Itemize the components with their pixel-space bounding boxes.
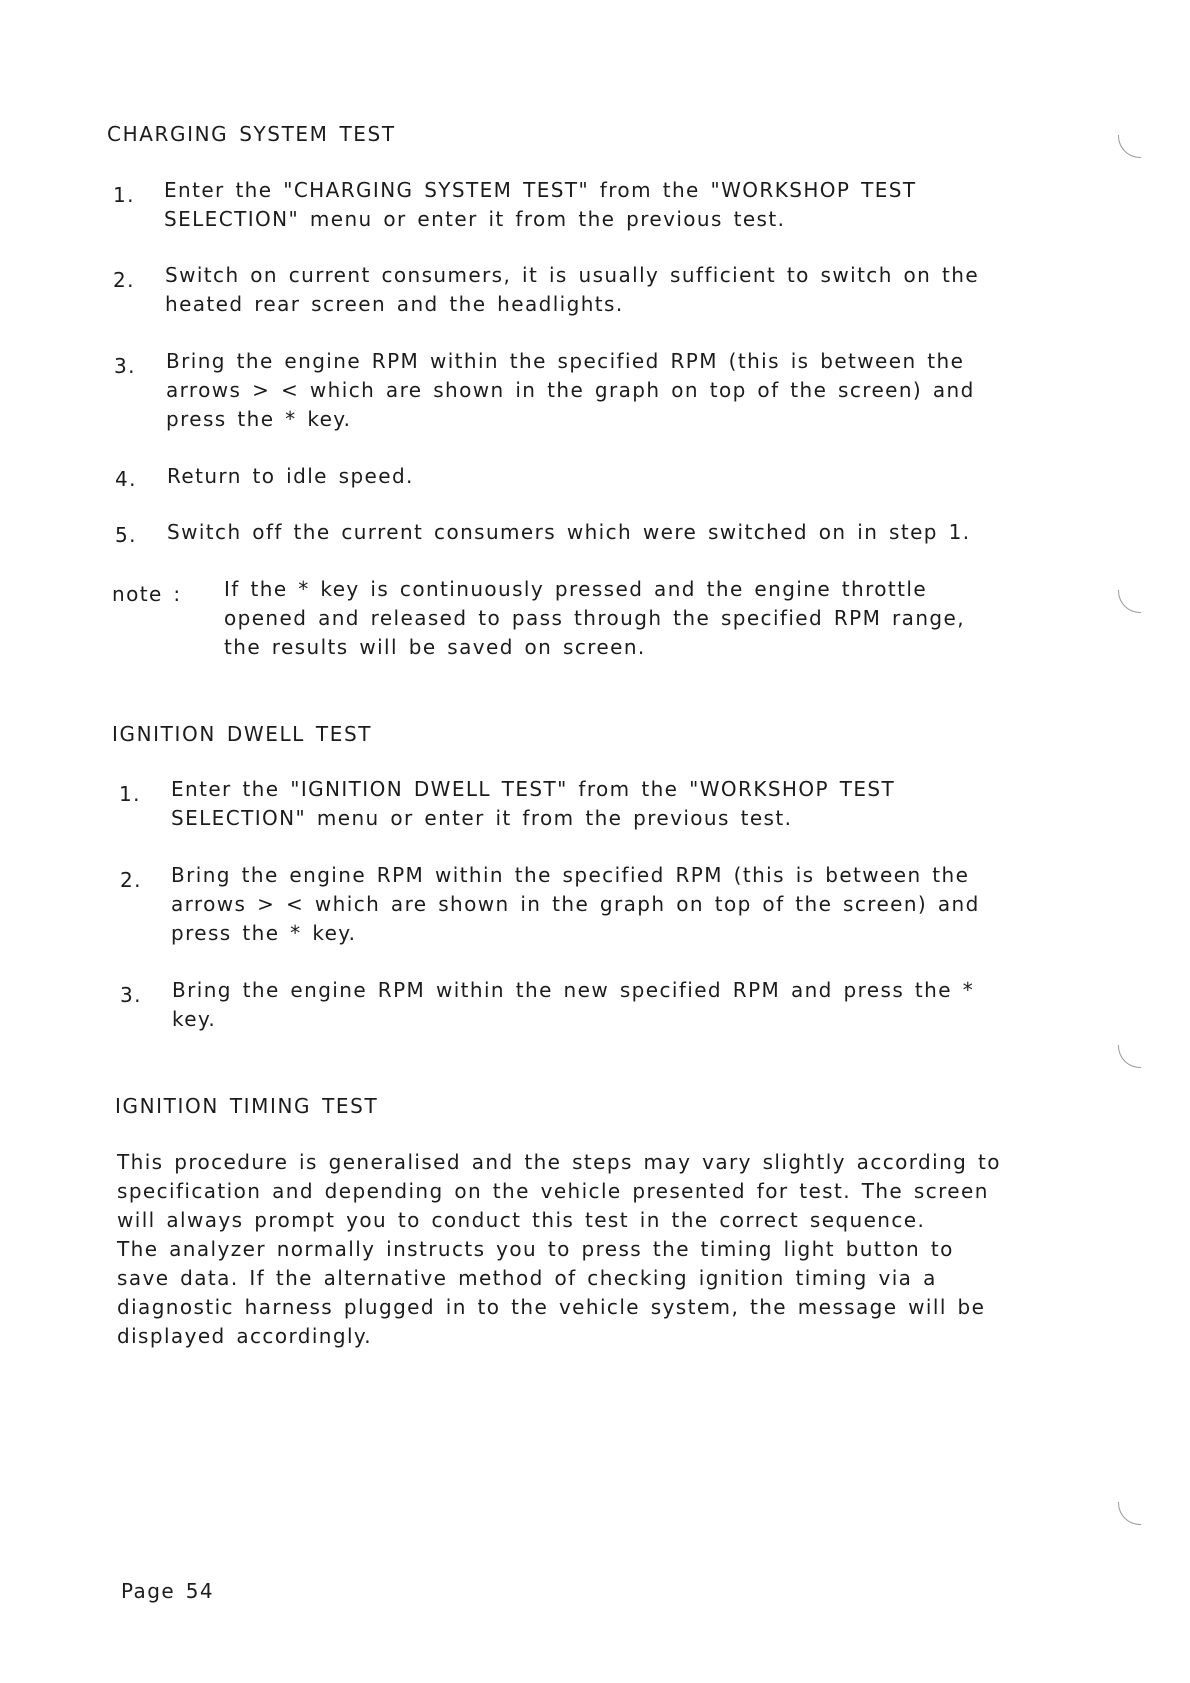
ignition-timing-paragraph <box>117 1148 1037 1351</box>
dwell-step-1-number: 1. <box>119 782 141 806</box>
charging-step-5-text <box>167 518 1017 547</box>
charging-step-4-text <box>167 462 1017 491</box>
charging-step-5-line-1: Switch off the current consumers which were switched on in step 1. <box>167 520 971 544</box>
charging-step-2-line-1: Switch on current consumers, it is usually sufficient to switch on the <box>165 263 980 287</box>
charging-system-test-heading: CHARGING SYSTEM TEST <box>107 122 396 146</box>
timing-line-3: will always prompt you to conduct this test in the correct sequence. <box>117 1208 926 1232</box>
dwell-step-2-line-1: Bring the engine RPM within the specified RPM (this is between the <box>171 863 970 887</box>
charging-step-3-line-1: Bring the engine RPM within the specified RPM (this is between the <box>166 349 965 373</box>
binder-hole-mark <box>1118 1502 1141 1525</box>
charging-step-2-text <box>165 261 1015 319</box>
timing-line-1: This procedure is generalised and the steps may vary slightly according to <box>117 1150 1001 1174</box>
charging-step-3-line-2: arrows > < which are shown in the graph on top of the screen) and <box>166 378 975 402</box>
charging-note-text <box>224 575 1074 662</box>
page-number: Page 54 <box>121 1579 215 1603</box>
dwell-step-3-number: 3. <box>120 983 142 1007</box>
binder-hole-mark <box>1118 590 1141 613</box>
dwell-step-2-line-2: arrows > < which are shown in the graph on top of the screen) and <box>171 892 980 916</box>
dwell-step-2-text <box>171 861 1021 948</box>
dwell-step-3-text <box>172 976 1022 1034</box>
timing-line-7: displayed accordingly. <box>117 1324 373 1348</box>
ignition-dwell-test-heading: IGNITION DWELL TEST <box>112 722 373 746</box>
charging-note-label: note : <box>112 582 182 606</box>
timing-line-6: diagnostic harness plugged in to the vehicle system, the message will be <box>117 1295 986 1319</box>
binder-hole-mark <box>1118 135 1141 158</box>
charging-step-1-line-2: SELECTION" menu or enter it from the previous test. <box>164 207 786 231</box>
charging-step-2-number: 2. <box>113 268 135 292</box>
charging-step-1-line-1: Enter the "CHARGING SYSTEM TEST" from the "WORKSHOP TEST <box>164 178 917 202</box>
dwell-step-1-line-2: SELECTION" menu or enter it from the previous test. <box>171 806 793 830</box>
dwell-step-2-number: 2. <box>120 868 142 892</box>
charging-note-line-3: the results will be saved on screen. <box>224 635 646 659</box>
binder-hole-mark <box>1118 1045 1141 1068</box>
charging-note-line-1: If the * key is continuously pressed and the engine throttle <box>224 577 928 601</box>
dwell-step-3-line-2: key. <box>172 1007 217 1031</box>
dwell-step-1-text <box>171 775 1021 833</box>
timing-line-2: specification and depending on the vehicle presented for test. The screen <box>117 1179 989 1203</box>
charging-step-5-number: 5. <box>115 523 137 547</box>
charging-step-3-line-3: press the * key. <box>166 407 352 431</box>
dwell-step-3-line-1: Bring the engine RPM within the new specified RPM and press the * <box>172 978 975 1002</box>
charging-step-1-text <box>164 176 1014 234</box>
charging-step-1-number: 1. <box>113 183 135 207</box>
ignition-timing-test-heading: IGNITION TIMING TEST <box>115 1094 379 1118</box>
timing-line-4: The analyzer normally instructs you to press the timing light button to <box>117 1237 954 1261</box>
timing-line-5: save data. If the alternative method of checking ignition timing via a <box>117 1266 937 1290</box>
dwell-step-1-line-1: Enter the "IGNITION DWELL TEST" from the "WORKSHOP TEST <box>171 777 896 801</box>
charging-step-3-number: 3. <box>114 354 136 378</box>
charging-note-line-2: opened and released to pass through the specified RPM range, <box>224 606 965 630</box>
charging-step-3-text <box>166 347 1016 434</box>
charging-step-4-number: 4. <box>115 467 137 491</box>
charging-step-4-line-1: Return to idle speed. <box>167 464 414 488</box>
dwell-step-2-line-3: press the * key. <box>171 921 357 945</box>
charging-step-2-line-2: heated rear screen and the headlights. <box>165 292 624 316</box>
